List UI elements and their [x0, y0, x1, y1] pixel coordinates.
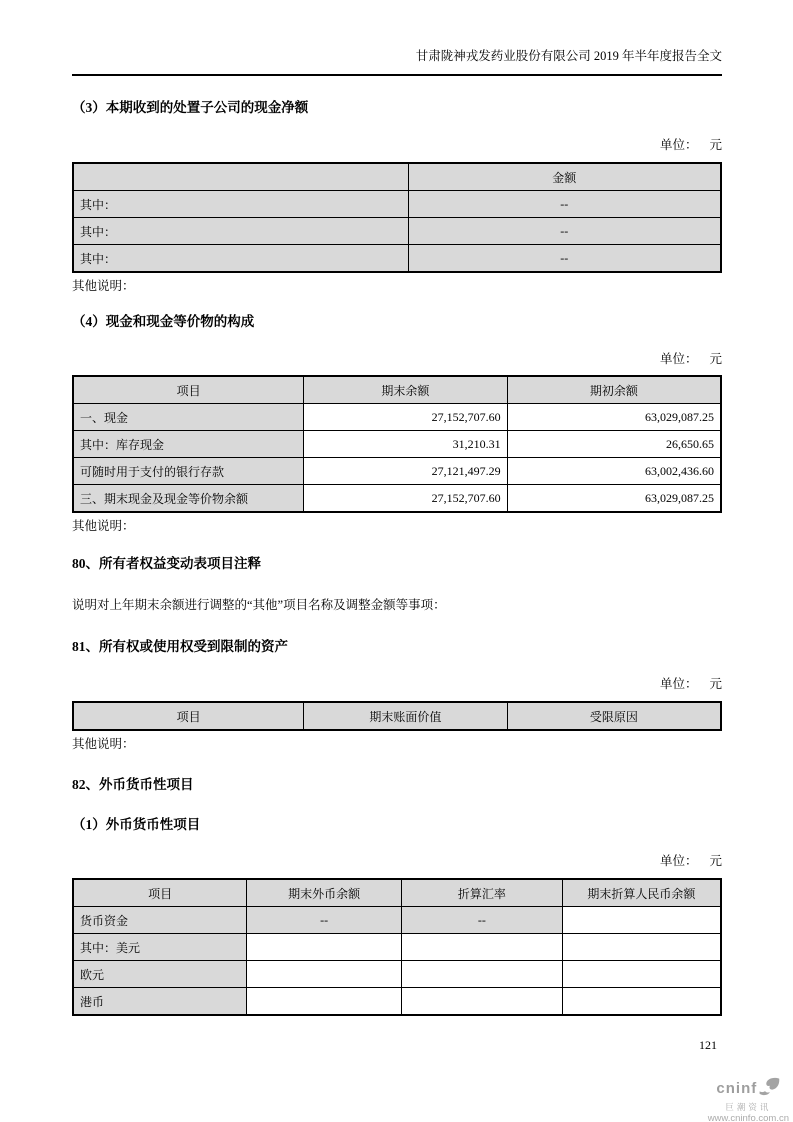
row-label-cell: 其中： — [73, 218, 408, 245]
value-cell — [247, 934, 402, 961]
header-cell-rmb-balance: 期末折算人民币余额 — [562, 879, 721, 907]
row-label-cell: 三、期末现金及现金等价物余额 — [73, 485, 304, 513]
value-cell: 27,121,497.29 — [304, 458, 507, 485]
row-label-cell: 港币 — [73, 988, 247, 1016]
section-82-heading: 82、外币货币性项目 — [72, 777, 194, 792]
value-cell — [247, 988, 402, 1016]
table-row — [73, 988, 721, 1016]
foreign-currency-table — [72, 878, 722, 1016]
cninfo-logo — [708, 1077, 789, 1122]
page-number: 121 — [699, 1038, 717, 1052]
header-cell-item: 项目 — [73, 879, 247, 907]
section-81-heading: 81、所有权或使用权受到限制的资产 — [72, 639, 288, 654]
section-80-description: 说明对上年期末余额进行调整的“其他”项目名称及调整金额等事项： — [72, 598, 446, 612]
unit-label: 单位： — [659, 138, 698, 152]
value-cell — [402, 988, 563, 1016]
section-4-heading: （4）现金和现金等价物的构成 — [72, 314, 255, 329]
value-cell — [402, 961, 563, 988]
value-cell: 31,210.31 — [304, 431, 507, 458]
row-label-cell: 欧元 — [73, 961, 247, 988]
value-cell: 63,002,436.60 — [507, 458, 721, 485]
row-label-cell: 其中：美元 — [73, 934, 247, 961]
cash-equivalents-table — [72, 375, 722, 513]
unit-value: 元 — [709, 352, 722, 366]
value-cell: -- — [247, 907, 402, 934]
report-title: 甘肃陇神戎发药业股份有限公司 2019 年半年度报告全文 — [415, 49, 722, 63]
table-row — [73, 907, 721, 934]
amount-cell: -- — [408, 245, 721, 273]
value-cell — [562, 934, 721, 961]
header-cell-ending: 期末余额 — [304, 376, 507, 404]
report-header — [72, 0, 722, 76]
value-cell: 26,650.65 — [507, 431, 721, 458]
unit-label: 单位： — [659, 677, 698, 691]
row-label-cell: 其中： — [73, 191, 408, 218]
cninfo-swirl-icon — [759, 1077, 780, 1101]
table-header-row — [73, 702, 721, 730]
row-label-cell: 一、现金 — [73, 404, 304, 431]
cninfo-url: www.cninfo.com.cn — [707, 1113, 789, 1122]
unit-line — [72, 677, 722, 692]
header-cell-exchange-rate: 折算汇率 — [402, 879, 563, 907]
section-80-heading: 80、所有者权益变动表项目注释 — [72, 556, 261, 571]
unit-value: 元 — [709, 854, 722, 868]
row-label-cell: 其中：库存现金 — [73, 431, 304, 458]
table-row — [73, 961, 721, 988]
value-cell: -- — [402, 907, 563, 934]
value-cell — [562, 907, 721, 934]
amount-cell: -- — [408, 218, 721, 245]
value-cell: 63,029,087.25 — [507, 404, 721, 431]
table-row — [73, 458, 721, 485]
table-row — [73, 485, 721, 513]
section-3-heading: （3）本期收到的处置子公司的现金净额 — [72, 100, 309, 115]
table-row — [73, 934, 721, 961]
value-cell — [562, 988, 721, 1016]
row-label-cell: 其中： — [73, 245, 408, 273]
other-note: 其他说明： — [72, 519, 135, 533]
table-row — [73, 245, 721, 273]
other-note: 其他说明： — [72, 737, 135, 751]
header-cell-item: 项目 — [73, 376, 304, 404]
amount-cell: -- — [408, 191, 721, 218]
unit-line — [72, 138, 722, 153]
value-cell — [402, 934, 563, 961]
header-cell-item: 项目 — [73, 702, 304, 730]
table-row — [73, 218, 721, 245]
table-row — [73, 191, 721, 218]
row-label-cell: 货币资金 — [73, 907, 247, 934]
table-header-row — [73, 376, 721, 404]
cninfo-brand-row — [716, 1077, 780, 1101]
restricted-assets-table — [72, 701, 722, 731]
cninfo-brand-text: cninf — [716, 1080, 758, 1097]
other-note: 其他说明： — [72, 279, 135, 293]
value-cell: 63,029,087.25 — [507, 485, 721, 513]
unit-line — [72, 352, 722, 367]
value-cell — [562, 961, 721, 988]
value-cell — [247, 961, 402, 988]
section-82-1-heading: （1）外币货币性项目 — [72, 817, 201, 832]
table-row — [73, 431, 721, 458]
table-header-row — [73, 879, 721, 907]
header-cell-book-value: 期末账面价值 — [304, 702, 507, 730]
header-cell-beginning: 期初余额 — [507, 376, 721, 404]
unit-line — [72, 854, 722, 869]
header-cell-blank — [73, 163, 408, 191]
value-cell: 27,152,707.60 — [304, 485, 507, 513]
table-header-row — [73, 163, 721, 191]
row-label-cell: 可随时用于支付的银行存款 — [73, 458, 304, 485]
unit-value: 元 — [709, 138, 722, 152]
header-cell-reason: 受限原因 — [507, 702, 721, 730]
unit-label: 单位： — [659, 854, 698, 868]
value-cell: 27,152,707.60 — [304, 404, 507, 431]
disposal-cash-table — [72, 162, 722, 273]
cninfo-caption: 巨潮资讯 — [725, 1102, 772, 1112]
page-content — [72, 0, 722, 1016]
unit-label: 单位： — [659, 352, 698, 366]
header-cell-foreign-balance: 期末外币余额 — [247, 879, 402, 907]
table-row — [73, 404, 721, 431]
unit-value: 元 — [709, 677, 722, 691]
header-cell-amount: 金额 — [408, 163, 721, 191]
